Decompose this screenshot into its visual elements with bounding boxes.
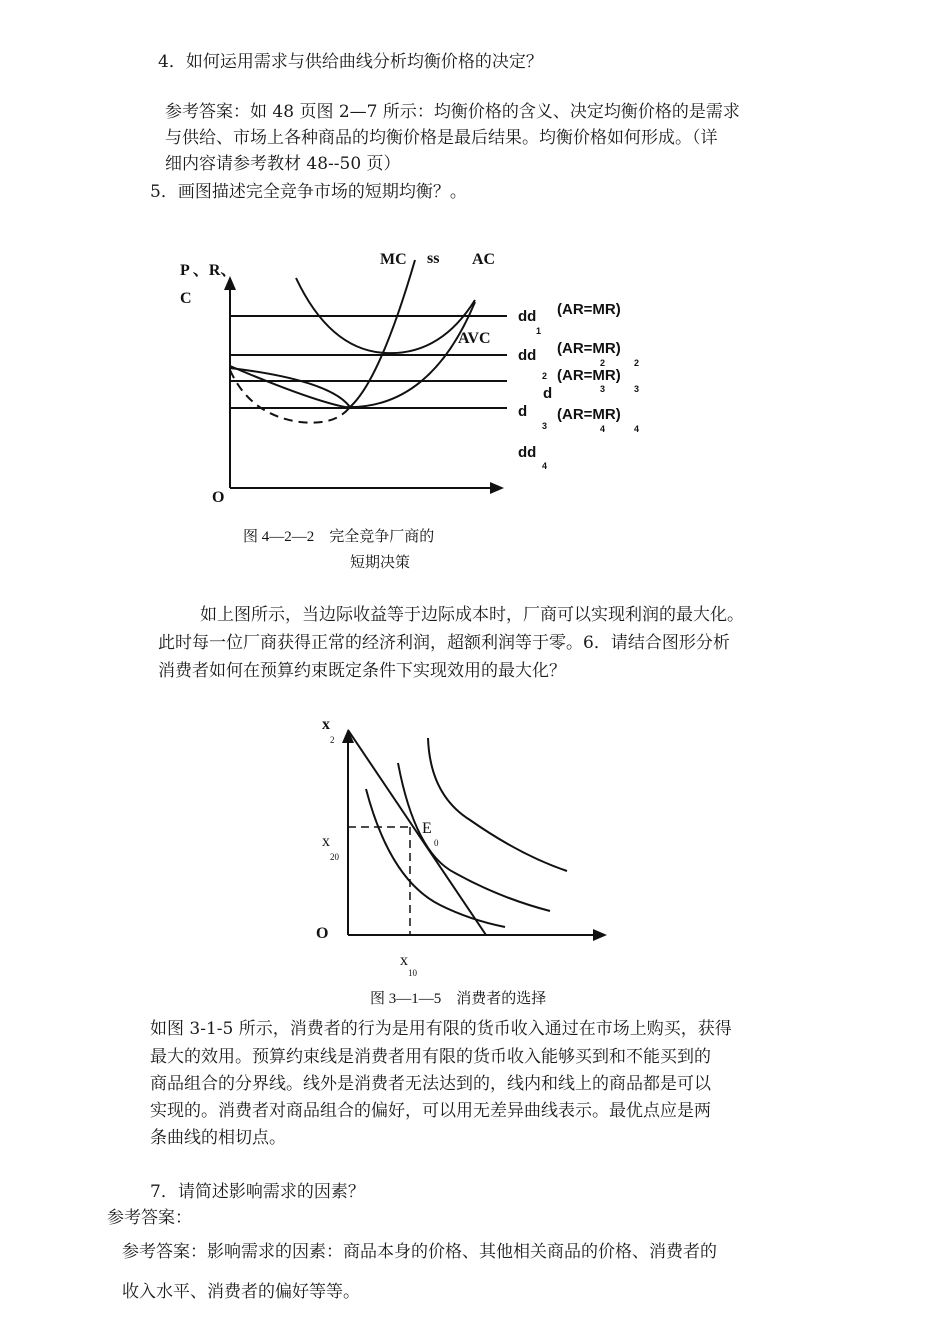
consumer-choice-figure bbox=[0, 705, 950, 1010]
q4-answer-line-3: 细内容请参考教材 48--50 页） bbox=[165, 154, 401, 174]
q5-answer-line-3: 消费者如何在预算约束既定条件下实现效用的最大化？ bbox=[158, 661, 566, 681]
origin-label: O bbox=[212, 489, 225, 506]
x10-label: x bbox=[400, 952, 408, 969]
ar-mr-2-sub-a: 2 bbox=[600, 358, 606, 368]
e0-sub: 0 bbox=[434, 838, 439, 848]
ar-mr-3-sub-a: 3 bbox=[600, 384, 606, 394]
q7-answer-title: 参考答案： bbox=[107, 1208, 192, 1228]
q6-answer-line-1: 如图 3-1-5 所示，消费者的行为是用有限的货币收入通过在市场上购买，获得 bbox=[150, 1019, 732, 1039]
q5-answer-line-1: 如上图所示，当边际收益等于边际成本时，厂商可以实现利润的最大化。 bbox=[200, 605, 744, 625]
x-axis-arrow bbox=[490, 482, 504, 494]
budget-line bbox=[348, 730, 486, 935]
x20-sub: 20 bbox=[330, 852, 339, 862]
y-axis-label-2: C bbox=[180, 290, 192, 307]
q4-answer-line-1: 参考答案：如 48 页图 2—7 所示：均衡价格的含义、决定均衡价格的是需求 bbox=[165, 102, 740, 122]
ar-mr-2-sub-b: 2 bbox=[634, 358, 640, 368]
q6-answer-line-3: 商品组合的分界线。线外是消费者无法达到的，线内和线上的商品都是可以 bbox=[150, 1074, 711, 1094]
ar-mr-4-sub-b: 4 bbox=[634, 424, 640, 434]
indifference-curve-2 bbox=[398, 763, 550, 911]
e0-label: E bbox=[422, 820, 432, 837]
q7-question: 7．请简述影响需求的因素？ bbox=[150, 1182, 365, 1202]
q6-answer-line-5: 条曲线的相切点。 bbox=[150, 1128, 286, 1148]
dd2-label: dd bbox=[518, 347, 537, 364]
dd1-label: dd bbox=[518, 308, 537, 325]
ar-mr-4-sub-a: 4 bbox=[600, 424, 606, 434]
figure-4-caption-1: 图 4—2—2 完全竞争厂商的 bbox=[243, 529, 435, 545]
figure-3-caption: 图 3—1—5 消费者的选择 bbox=[370, 991, 547, 1007]
ar-mr-3-sub-b: 3 bbox=[634, 384, 640, 394]
mc-label: MC bbox=[380, 251, 407, 268]
ar-mr-1: (AR=MR) bbox=[557, 301, 621, 318]
q6-answer-line-4: 实现的。消费者对商品组合的偏好，可以用无差异曲线表示。最优点应是两 bbox=[150, 1101, 711, 1121]
q5-answer-line-2: 此时每一位厂商获得正常的经济利润，超额利润等于零。6．请结合图形分析 bbox=[158, 633, 730, 653]
ac-label: AC bbox=[472, 251, 496, 268]
short-run-equilibrium-figure bbox=[0, 230, 950, 590]
q5-question: 5．画图描述完全竞争市场的短期均衡？。 bbox=[150, 182, 467, 202]
dd4-sub: 4 bbox=[542, 461, 548, 471]
mc-curve bbox=[230, 260, 415, 407]
ar-mr-4: (AR=MR) bbox=[557, 406, 621, 423]
dd2-sub: 2 bbox=[542, 371, 548, 381]
origin-o-label: O bbox=[316, 925, 329, 942]
q4-question: 4．如何运用需求与供给曲线分析均衡价格的决定？ bbox=[158, 52, 543, 72]
q4-answer-line-2: 与供给、市场上各种商品的均衡价格是最后结果。均衡价格如何形成。（详 bbox=[165, 128, 718, 148]
q7-answer-line-1: 参考答案：影响需求的因素：商品本身的价格、其他相关商品的价格、消费者的 bbox=[122, 1242, 717, 1262]
x2-label: x bbox=[322, 716, 330, 733]
ss-label: ss bbox=[427, 250, 440, 267]
ar-mr-2: (AR=MR) bbox=[557, 340, 621, 357]
x2-sub: 2 bbox=[330, 735, 335, 745]
avc-label: AVC bbox=[458, 330, 491, 347]
indifference-curve-3 bbox=[428, 738, 567, 871]
x1-axis-arrow bbox=[593, 929, 607, 941]
q7-answer-line-2: 收入水平、消费者的偏好等等。 bbox=[122, 1282, 360, 1302]
x10-sub: 10 bbox=[408, 968, 417, 978]
dd1-sub: 1 bbox=[536, 326, 542, 336]
y-axis-label-1: P 、R、 bbox=[180, 262, 237, 279]
d-sub: 3 bbox=[542, 421, 548, 431]
x20-label: x bbox=[322, 833, 330, 850]
d3-label: d bbox=[543, 385, 553, 402]
ar-mr-3: (AR=MR) bbox=[557, 367, 621, 384]
d-label: d bbox=[518, 403, 528, 420]
figure-4-caption-2: 短期决策 bbox=[350, 555, 411, 571]
dd4-label: dd bbox=[518, 444, 537, 461]
q6-answer-line-2: 最大的效用。预算约束线是消费者用有限的货币收入能够买到和不能买到的 bbox=[150, 1047, 711, 1067]
